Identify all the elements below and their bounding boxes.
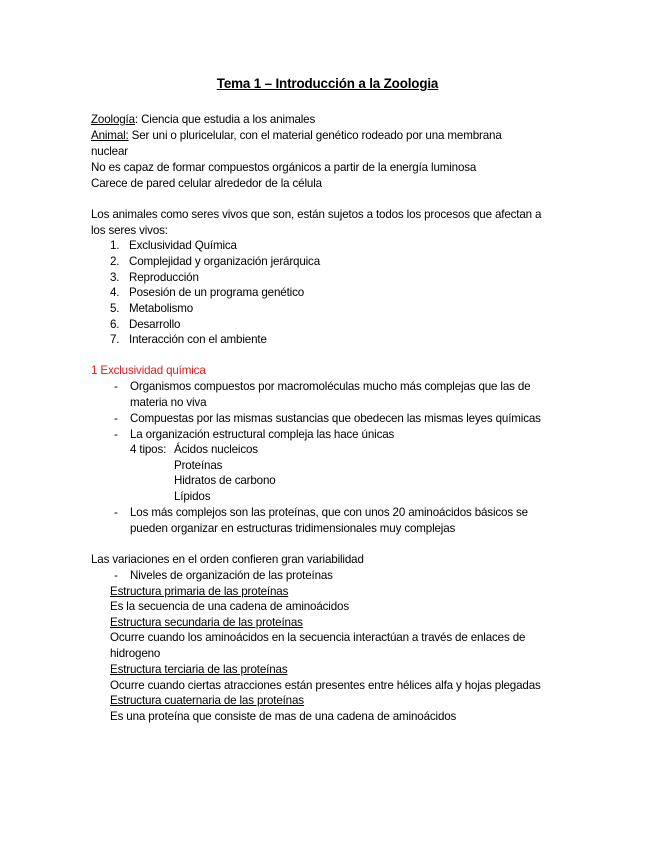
bullet-text: Niveles de organización de las proteínas (130, 569, 333, 582)
bullet-dash: - (114, 506, 118, 519)
type-item: Ácidos nucleicos (174, 443, 258, 456)
bullet-text-cont: materia no viva (130, 396, 207, 409)
structure-heading: Estructura secundaria de las proteínas (110, 616, 303, 629)
structure-text: Es la secuencia de una cadena de aminoácidos (110, 600, 349, 613)
zoologia-text: : Ciencia que estudia a los animales (134, 113, 316, 126)
process-item: 2. Complejidad y organización jerárquica (110, 255, 321, 268)
process-item: 5. Metabolismo (110, 302, 194, 315)
variations-intro: Las variaciones en el orden confieren gran variabilidad (91, 553, 364, 566)
section-heading: 1 Exclusividad química (91, 364, 206, 377)
zoologia-definition (91, 112, 315, 128)
process-item: 7. Interacción con el ambiente (110, 333, 267, 346)
bullet-dash: - (114, 380, 118, 393)
animal-definition (91, 128, 502, 144)
bullet-text: Compuestas por las mismas sustancias que obedecen las mismas leyes químicas (130, 412, 541, 425)
structure-text: Es una proteína que consiste de mas de una cadena de aminoácidos (110, 710, 457, 723)
animal-definition-cont: nuclear (91, 145, 128, 158)
process-item: 6. Desarrollo (110, 318, 181, 331)
types-prefix: 4 tipos: (130, 443, 167, 456)
bullet-text: La organización estructural compleja las hace únicas (130, 428, 395, 441)
animal-term: Animal: (91, 129, 129, 142)
document-title: Tema 1 – Introducción a la Zoologia (216, 76, 439, 91)
structure-text-cont: hidrogeno (110, 647, 161, 660)
process-item: 1. Exclusividad Química (110, 239, 237, 252)
structure-heading: Estructura primaria de las proteínas (110, 585, 289, 598)
definition-line: No es capaz de formar compuestos orgánicos a partir de la energía luminosa (91, 161, 477, 174)
bullet-text-cont: pueden organizar en estructuras tridimensionales muy complejas (130, 522, 456, 535)
type-item: Lípidos (174, 490, 211, 503)
type-item: Hidratos de carbono (174, 474, 276, 487)
structure-heading: Estructura terciaria de las proteínas (110, 663, 288, 676)
structure-text: Ocurre cuando los aminoácidos en la secuencia interactúan a través de enlaces de (110, 631, 526, 644)
bullet-dash: - (114, 412, 118, 425)
bullet-dash: - (114, 569, 118, 582)
type-item: Proteínas (174, 459, 223, 472)
process-item: 3. Reproducción (110, 271, 199, 284)
intro-paragraph-cont: los seres vivos: (91, 224, 168, 237)
process-item: 4. Posesión de un programa genético (110, 286, 305, 299)
intro-paragraph: Los animales como seres vivos que son, están sujetos a todos los procesos que afectan a (91, 208, 542, 221)
bullet-text: Los más complejos son las proteínas, que con unos 20 aminoácidos básicos se (130, 506, 528, 519)
zoologia-term: Zoología (91, 113, 135, 126)
bullet-dash: - (114, 428, 118, 441)
definition-line: Carece de pared celular alrededor de la célula (91, 177, 322, 190)
structure-text: Ocurre cuando ciertas atracciones están presentes entre hélices alfa y hojas plegadas (110, 679, 541, 692)
structure-heading: Estructura cuaternaria de las proteínas (110, 694, 304, 707)
animal-text: Ser uni o pluricelular, con el material genético rodeado por una membrana (128, 129, 502, 142)
bullet-text: Organismos compuestos por macromoléculas mucho más complejas que las de (130, 380, 531, 393)
